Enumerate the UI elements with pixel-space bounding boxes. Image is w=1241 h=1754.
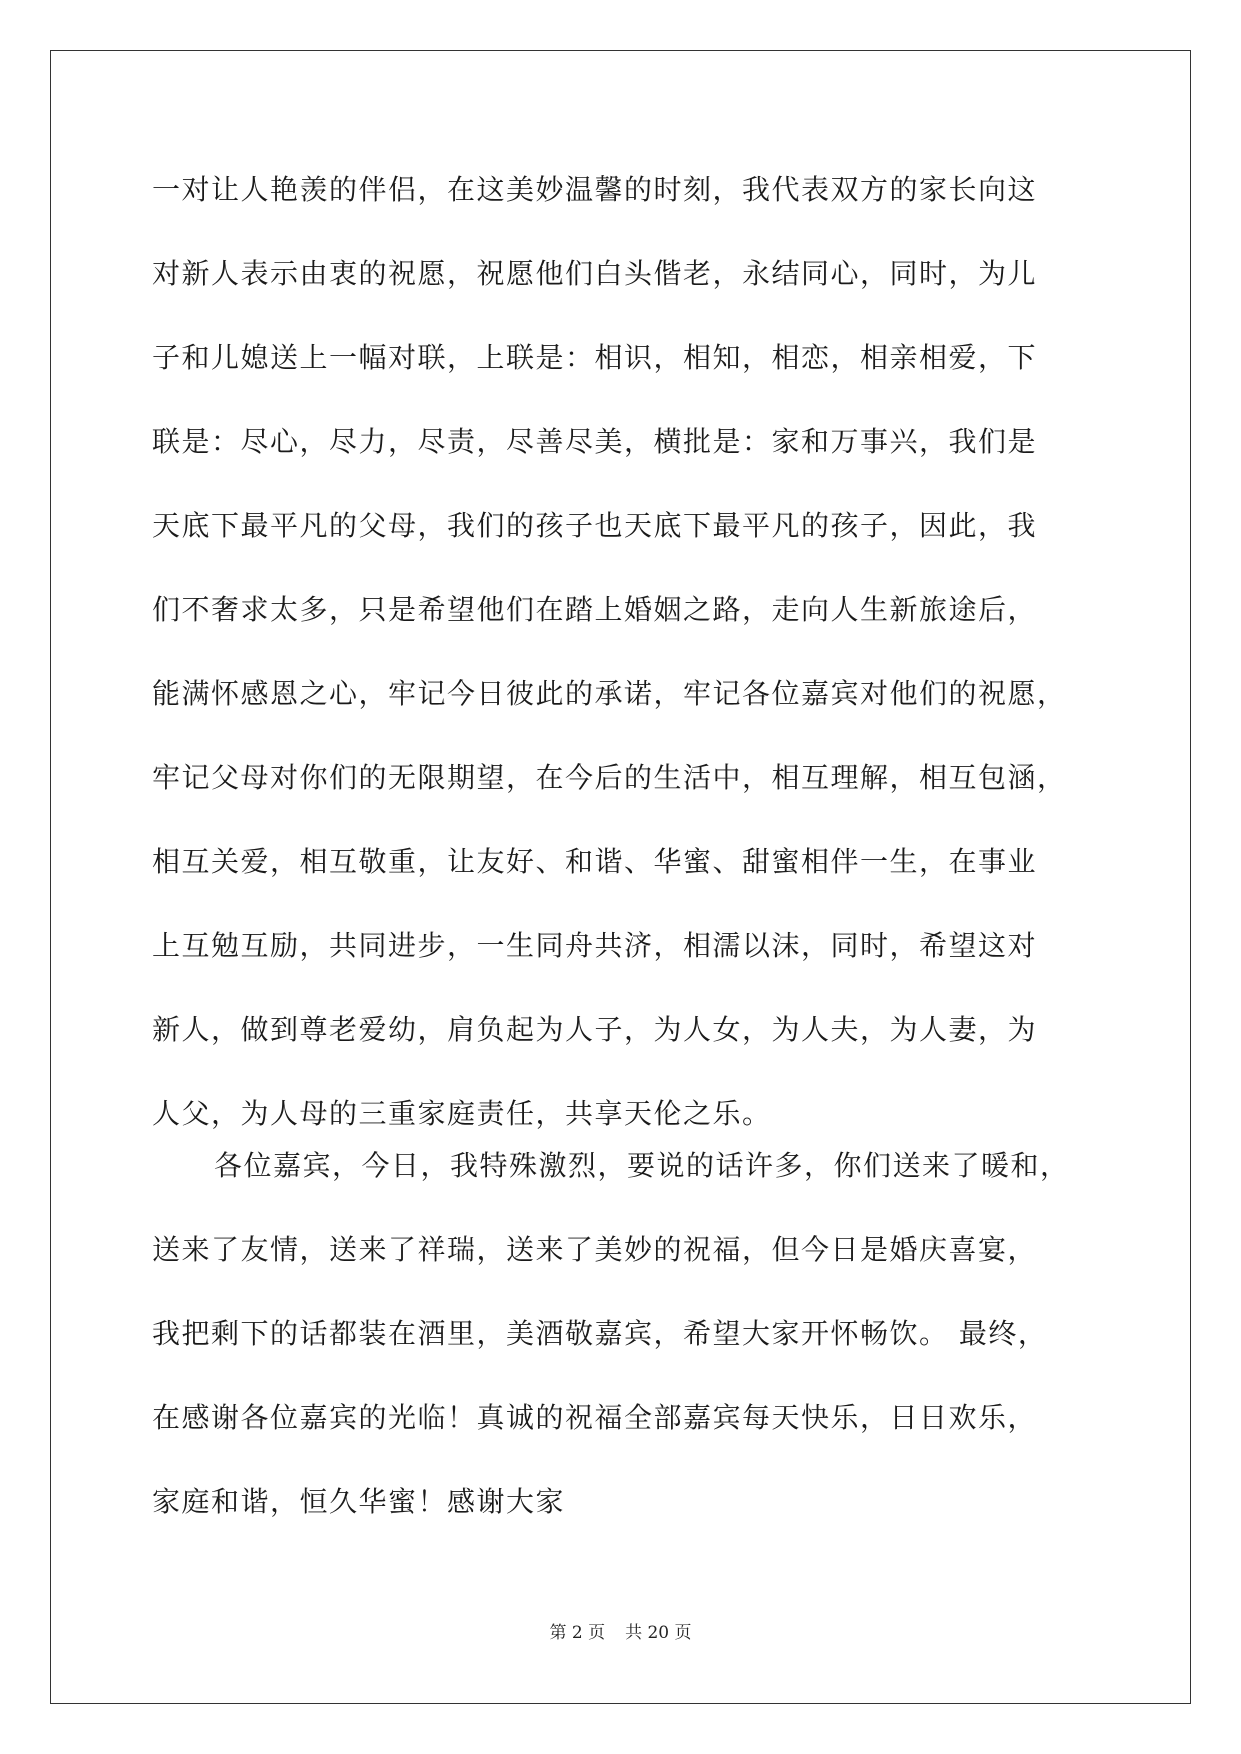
text-line: 我把剩下的话都装在酒里，美酒敬嘉宾，希望大家开怀畅饮。 最终，	[152, 1317, 1048, 1350]
paragraph-1	[152, 148, 1112, 1156]
text-line: 牢记父母对你们的无限期望，在今后的生活中，相互理解，相互包涵，	[152, 761, 1067, 794]
total-pages: 共 20 页	[625, 1623, 692, 1643]
text-line: 上互勉互励，共同进步，一生同舟共济，相濡以沫，同时，希望这对	[152, 929, 1038, 962]
text-line: 一对让人艳羡的伴侣，在这美妙温馨的时刻，我代表双方的家长向这	[152, 173, 1038, 206]
text-line: 家庭和谐，恒久华蜜！感谢大家	[152, 1485, 566, 1518]
text-line: 新人，做到尊老爱幼，肩负起为人子，为人女，为人夫，为人妻，为	[152, 1013, 1038, 1046]
text-line: 人父，为人母的三重家庭责任，共享天伦之乐。	[152, 1097, 772, 1130]
text-line: 天底下最平凡的父母，我们的孩子也天底下最平凡的孩子，因此，我	[152, 509, 1038, 542]
text-line: 送来了友情，送来了祥瑞，送来了美妙的祝福，但今日是婚庆喜宴，	[152, 1233, 1038, 1266]
page-footer	[0, 1618, 1241, 1643]
page-number: 第 2 页	[549, 1623, 606, 1643]
paragraph-2	[152, 1124, 1112, 1544]
text-line: 各位嘉宾，今日，我特殊激烈，要说的话许多，你们送来了暖和，	[214, 1149, 1070, 1182]
text-line: 子和儿媳送上一幅对联，上联是：相识，相知，相恋，相亲相爱，下	[152, 341, 1038, 374]
text-line: 在感谢各位嘉宾的光临！真诚的祝福全部嘉宾每天快乐，日日欢乐，	[152, 1401, 1038, 1434]
text-line: 对新人表示由衷的祝愿，祝愿他们白头偕老，永结同心，同时，为儿	[152, 257, 1038, 290]
text-line: 相互关爱，相互敬重，让友好、和谐、华蜜、甜蜜相伴一生，在事业	[152, 845, 1038, 878]
text-line: 联是：尽心，尽力，尽责，尽善尽美，横批是：家和万事兴，我们是	[152, 425, 1038, 458]
text-line: 能满怀感恩之心，牢记今日彼此的承诺，牢记各位嘉宾对他们的祝愿，	[152, 677, 1067, 710]
text-line: 们不奢求太多，只是希望他们在踏上婚姻之路，走向人生新旅途后，	[152, 593, 1038, 626]
